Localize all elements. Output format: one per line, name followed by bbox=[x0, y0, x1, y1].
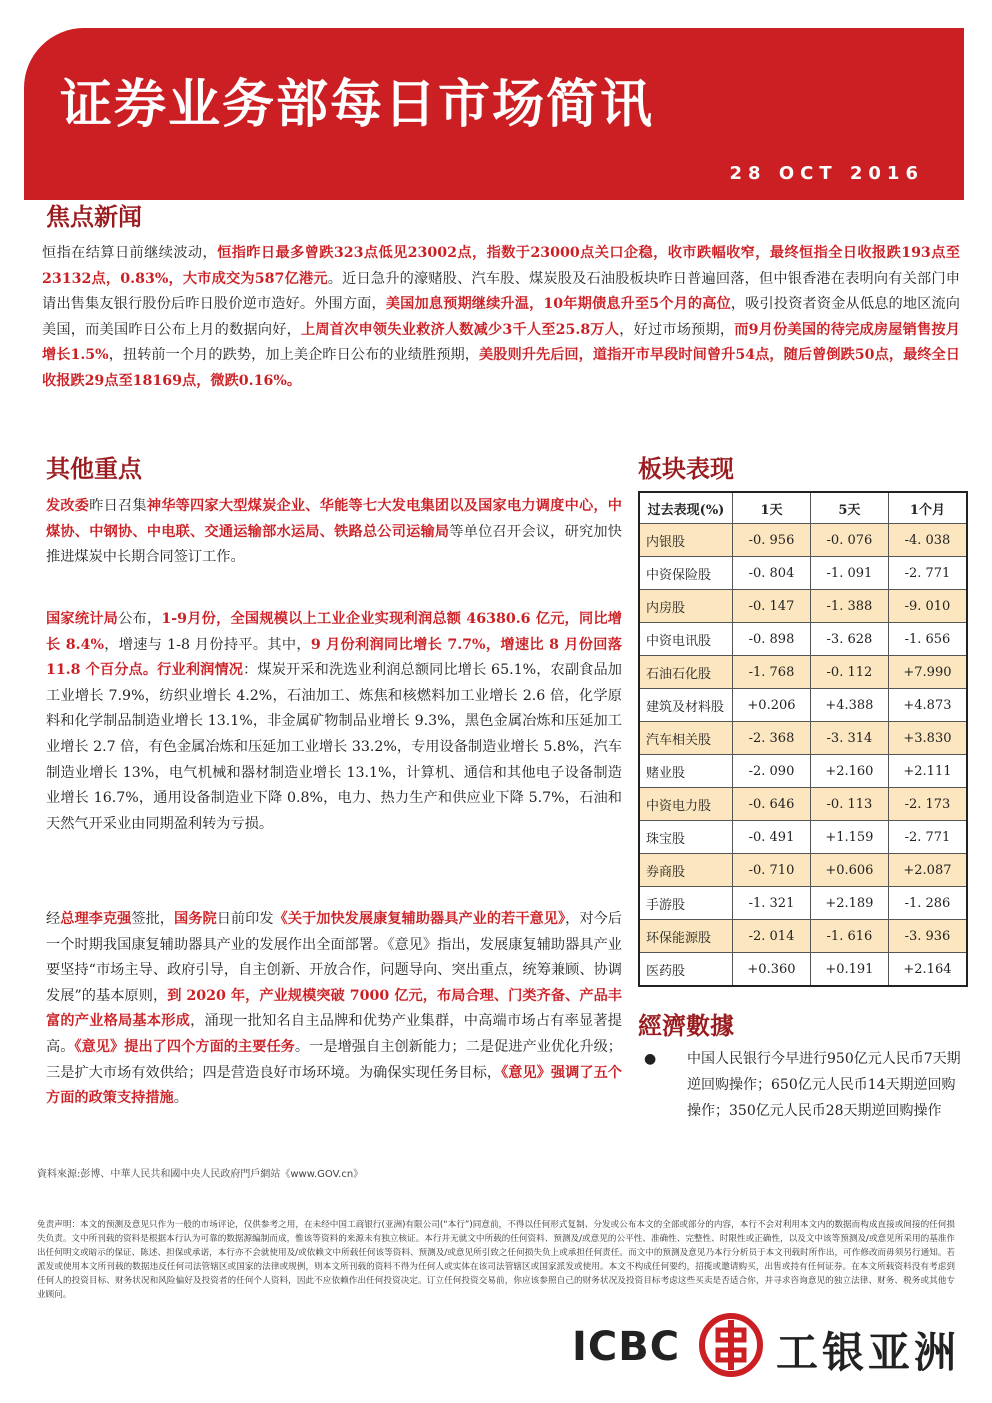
five-day-cell: -1. 388 bbox=[810, 590, 888, 623]
five-day-cell: +0.191 bbox=[810, 953, 888, 987]
sector-name-cell: 中资电力股 bbox=[639, 788, 733, 821]
body-text: 恒指在结算日前继续波动， bbox=[42, 245, 218, 261]
one-month-cell: +2.111 bbox=[888, 755, 967, 788]
body-text: 。近日急升的濠赌股、汽车股、煤炭股及石油股板块昨日普遍回落，但中银香港在表明向有关部门申请出售集友银行股份后昨日股价逆市造好。外围方面， bbox=[42, 270, 960, 313]
focus-news-paragraph bbox=[42, 241, 960, 395]
one-month-cell: -9. 010 bbox=[888, 590, 967, 623]
highlighted-text: 《意见》提出了四个方面的主要任务 bbox=[74, 1038, 295, 1055]
five-day-cell: -0. 113 bbox=[810, 788, 888, 821]
sector-name-cell: 珠宝股 bbox=[639, 821, 733, 854]
highlighted-text: 1-9月份，全国规模以上工业企业实现利润总额 46380.6 亿元，同比增长 8.4% bbox=[46, 611, 622, 653]
icbc-logo-text: ICBC bbox=[572, 1324, 681, 1370]
one-day-cell: -0. 804 bbox=[733, 557, 811, 590]
one-day-cell: -2. 014 bbox=[733, 920, 811, 953]
one-day-cell: -1. 768 bbox=[733, 656, 811, 689]
table-row bbox=[639, 590, 967, 623]
economic-data-item: 中国人民银行今早进行950亿元人民币7天期逆回购操作；650亿元人民币14天期逆回购操作；350亿元人民币28天期逆回购操作 bbox=[687, 1051, 961, 1119]
sector-name-cell: 汽车相关股 bbox=[639, 722, 733, 755]
one-month-cell: +2.164 bbox=[888, 953, 967, 987]
five-day-cell: +2.189 bbox=[810, 887, 888, 920]
sector-performance-table bbox=[638, 491, 968, 987]
body-text: ，增速与 1-8 月份持平。其中， bbox=[103, 636, 311, 653]
table-row bbox=[639, 854, 967, 887]
one-day-cell: -0. 646 bbox=[733, 788, 811, 821]
five-day-cell: -3. 628 bbox=[810, 623, 888, 656]
icbc-logo-chinese: 工银亚洲 bbox=[776, 1328, 961, 1377]
one-day-cell: -2. 090 bbox=[733, 755, 811, 788]
highlighted-text: 而9月份美国的待完成房屋销售按月增长1.5% bbox=[42, 321, 960, 364]
one-month-cell: +3.830 bbox=[888, 722, 967, 755]
one-day-cell: +0.360 bbox=[733, 953, 811, 987]
highlighted-text: 上周首次申领失业救济人数减少3千人至25.8万人 bbox=[300, 321, 620, 338]
body-text: 等单位召开会议，研究加快推进煤炭中长期合同签订工作。 bbox=[46, 523, 622, 566]
table-row bbox=[639, 524, 967, 557]
table-row bbox=[639, 722, 967, 755]
others-paragraph-1 bbox=[46, 494, 622, 571]
highlighted-text: 神华等四家大型煤炭企业、华能等七大发电集团以及国家电力调度中心，中煤协、中钢协、中电联、交通运输部水运局、铁路总公司运输局 bbox=[46, 498, 622, 540]
body-text: 公布， bbox=[118, 611, 162, 627]
sector-name-cell: 内房股 bbox=[639, 590, 733, 623]
sector-name-cell: 中资保险股 bbox=[639, 557, 733, 590]
table-row bbox=[639, 953, 967, 987]
report-date: 28 OCT 2016 bbox=[729, 163, 924, 184]
one-month-cell: -4. 038 bbox=[888, 524, 967, 557]
highlighted-text: 美国加息预期继续升温，10年期债息升至5个月的高位 bbox=[385, 296, 731, 313]
disclaimer: 免责声明：本文的预测及意见只作为一般的市场评论，仅供参考之用，在未经中国工商银行(亚洲)有限公司(“本行”)同意前，不得以任何形式复制、分发或公布本文的全部或部分的内容，本行不会对利用本文内的数据而构成直接或间接的任何损失负责。文中所刊载的资料是根据本行认为可靠的数据源编制而成，惟该等资料的来源未有独立核证。本行并无就文中所载的任何资料、预测及/或意见的公平性、准确性、完整性、时限性或正确性，以及文中该等预测及/或意见所采用的基准作出任何明文或暗示的保证、陈述、担保或承诺，本行亦不会就使用及/或依赖文中所载任何该等资料、预测及/或意见所引致之任何损失负上或承担任何责任。而文中的预测及意见乃本行分析员于本文刊载时所作出，可作修改而毋须另行通知。若派发或使用本文所刊载的数据违反任何司法管辖区或国家的法律或规例，则本文所刊载的资料不得为任何人或实体在该司法管辖区或国家派发或使用。本文不构成任何要约，招揽或邀请购买，出售或持有任何证券。在本文所载资料没有考虑到任何人的投资目标、财务状况和风险偏好及投资者的任何个人资料，因此不应依赖作出任何投资决定。订立任何投资交易前，你应该参照自己的财务状况及投资目标考虑这些买卖是否适合你，并寻求咨询意见的独立法律、财务、税务或其他专业顾问。 bbox=[37, 1220, 955, 1300]
one-day-cell: -0. 491 bbox=[733, 821, 811, 854]
other-highlights-heading: 其他重点 bbox=[46, 455, 142, 483]
body-text: ，扭转前一个月的跌势，加上美企昨日公布的业绩胜预期， bbox=[108, 347, 479, 364]
one-day-cell: -0. 898 bbox=[733, 623, 811, 656]
one-day-cell: -2. 368 bbox=[733, 722, 811, 755]
body-text: 日前印发 bbox=[216, 911, 274, 927]
table-row bbox=[639, 623, 967, 656]
data-source: 資料來源:彭博、中華人民共和國中央人民政府門戶網站《www.GOV.cn》 bbox=[37, 1169, 364, 1180]
column-header: 过去表现(%) bbox=[639, 492, 733, 524]
five-day-cell: -3. 314 bbox=[810, 722, 888, 755]
highlighted-text: 恒指昨日最多曾跌323点低见23002点，指数于23000点关口企稳，收市跌幅收窄，最终恒指全日收报跌193点至23132点，0.83%，大市成交为587亿港元 bbox=[42, 245, 960, 287]
table-row bbox=[639, 788, 967, 821]
five-day-cell: -1. 616 bbox=[810, 920, 888, 953]
one-day-cell: -0. 710 bbox=[733, 854, 811, 887]
sector-name-cell: 环保能源股 bbox=[639, 920, 733, 953]
one-day-cell: +0.206 bbox=[733, 689, 811, 722]
one-day-cell: -0. 956 bbox=[733, 524, 811, 557]
table-header-row bbox=[639, 492, 967, 524]
page-title: 证券业务部每日市场简讯 bbox=[60, 75, 655, 135]
body-text: ，涌现一批知名自主品牌和优势产业集群，中高端市场占有率显著提高。 bbox=[46, 1013, 622, 1055]
sector-name-cell: 石油石化股 bbox=[639, 656, 733, 689]
five-day-cell: -0. 076 bbox=[810, 524, 888, 557]
five-day-cell: +0.606 bbox=[810, 854, 888, 887]
five-day-cell: +1.159 bbox=[810, 821, 888, 854]
sector-name-cell: 建筑及材料股 bbox=[639, 689, 733, 722]
table-row bbox=[639, 689, 967, 722]
column-header: 1天 bbox=[733, 492, 811, 524]
five-day-cell: +2.160 bbox=[810, 755, 888, 788]
economic-data-list bbox=[644, 1046, 964, 1124]
five-day-cell: -1. 091 bbox=[810, 557, 888, 590]
highlighted-text: 9 月份利润同比增长 7.7%，增速比 8 月份回落 11.8 个百分点。行业利润情况 bbox=[46, 636, 622, 679]
highlighted-text: 国家统计局 bbox=[46, 611, 119, 627]
one-month-cell: -1. 286 bbox=[888, 887, 967, 920]
others-paragraph-2 bbox=[46, 607, 622, 837]
sector-performance-heading: 板块表现 bbox=[638, 455, 734, 483]
bullet-icon: ● bbox=[644, 1051, 657, 1067]
icbc-logo-mark-icon bbox=[698, 1312, 764, 1378]
sector-name-cell: 赌业股 bbox=[639, 755, 733, 788]
highlighted-text: 总理李克强 bbox=[60, 911, 132, 927]
table-row bbox=[639, 887, 967, 920]
highlighted-text: 到 2020 年，产业规模突破 7000 亿元，布局合理、门类齐备、产品丰富的产业格局基本形成 bbox=[46, 987, 622, 1030]
body-text: ，对今后一个时期我国康复辅助器具产业的发展作出全面部署。《意见》指出，发展康复辅助器具产业要坚持“市场主导、政府引导，自主创新、开放合作，问题导向、突出重点，统筹兼顾、协调发展”的基本原则， bbox=[46, 911, 622, 1004]
highlighted-text: 《意见》强调了五个方面的政策支持措施 bbox=[46, 1064, 622, 1107]
body-text: ，好过市场预期， bbox=[619, 321, 735, 338]
one-day-cell: -0. 147 bbox=[733, 590, 811, 623]
one-month-cell: -3. 936 bbox=[888, 920, 967, 953]
sector-name-cell: 手游股 bbox=[639, 887, 733, 920]
sector-name-cell: 中资电讯股 bbox=[639, 623, 733, 656]
highlighted-text: 国务院 bbox=[174, 911, 217, 927]
column-header: 5天 bbox=[810, 492, 888, 524]
one-month-cell: +7.990 bbox=[888, 656, 967, 689]
one-day-cell: -1. 321 bbox=[733, 887, 811, 920]
table-row bbox=[639, 557, 967, 590]
five-day-cell: -0. 112 bbox=[810, 656, 888, 689]
table-row bbox=[639, 821, 967, 854]
one-month-cell: -2. 771 bbox=[888, 821, 967, 854]
body-text: 昨日召集 bbox=[89, 498, 147, 514]
highlighted-text: 发改委 bbox=[46, 498, 90, 514]
body-text: 。一是增强自主创新能力；二是促进产业优化升级；三是扩大市场有效供给；四是营造良好市场环境。为确保实现任务目标， bbox=[46, 1038, 622, 1081]
body-text: 经 bbox=[46, 911, 61, 927]
others-paragraph-3 bbox=[46, 907, 622, 1112]
body-text: ：煤炭开采和洗选业利润总额同比增长 65.1%，农副食品加工业增长 7.9%，纺织业增长 4.2%，石油加工、炼焦和核燃料加工业增长 2.6 倍，化学原料和化学制品制造业增长 13.1%，非金属矿物制品业增长 9.3%，黑色金属冶炼和压延加工业增长 2.7 倍，有色金属冶炼和压延加工业增长 33.2%，专用设备制造业增长 5.8%，汽车制造业增长 13%，电气机械和器材制造业增长 13.1%，计算机、通信和其他电子设备制造业增长 16.7%，通用设备制造业下降 0.8%，电力、热力生产和供应业下降 5.7%，石油和天然气开采业由同期盈利转为亏损。 bbox=[46, 662, 622, 832]
one-month-cell: -2. 771 bbox=[888, 557, 967, 590]
sector-name-cell: 医药股 bbox=[639, 953, 733, 987]
table-row bbox=[639, 920, 967, 953]
one-month-cell: -1. 656 bbox=[888, 623, 967, 656]
table-row bbox=[639, 755, 967, 788]
sector-name-cell: 券商股 bbox=[639, 854, 733, 887]
one-month-cell: -2. 173 bbox=[888, 788, 967, 821]
sector-name-cell: 内银股 bbox=[639, 524, 733, 557]
highlighted-text: 《关于加快发展康复辅助器具产业的若干意见》 bbox=[273, 911, 566, 927]
economic-data-heading: 經濟數據 bbox=[638, 1012, 734, 1040]
focus-news-heading: 焦点新闻 bbox=[46, 203, 142, 231]
body-text: ，吸引投资者资金从低息的地区流向美国，而美国昨日公布上月的数据向好， bbox=[42, 296, 960, 338]
highlighted-text: 美股则升先后回，道指开市早段时间曾升54点，随后曾倒跌50点，最终全日收报跌29点至18169点，微跌0.16%。 bbox=[42, 347, 960, 389]
one-month-cell: +2.087 bbox=[888, 854, 967, 887]
table-row bbox=[639, 656, 967, 689]
five-day-cell: +4.388 bbox=[810, 689, 888, 722]
column-header: 1个月 bbox=[888, 492, 967, 524]
body-text: 。 bbox=[173, 1090, 188, 1107]
one-month-cell: +4.873 bbox=[888, 689, 967, 722]
body-text: 签批， bbox=[131, 911, 175, 927]
